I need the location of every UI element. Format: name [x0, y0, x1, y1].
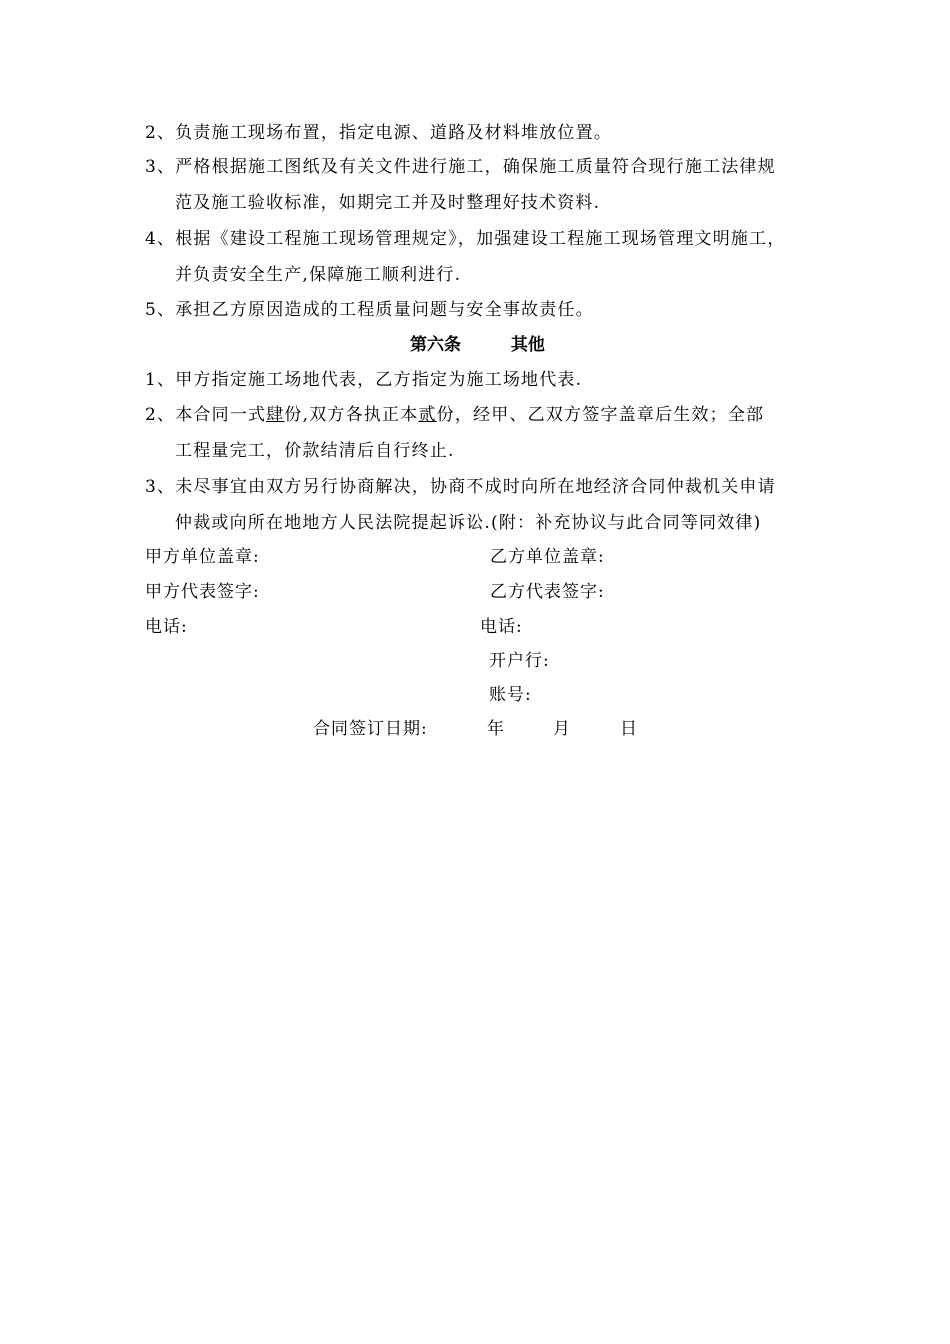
party-b-rep-label: 乙方代表签字:	[490, 582, 605, 602]
clause-5-item-3-line-1: 3、严格根据施工图纸及有关文件进行施工，确保施工质量符合现行施工法律规	[145, 157, 776, 177]
article-6-item-2-line-1	[145, 404, 764, 426]
signing-date-day: 日	[620, 719, 637, 739]
clause-5-item-4-line-2: 并负责安全生产,保障施工顺利进行.	[175, 265, 462, 285]
article-6-item-3-line-1: 3、未尽事宜由双方另行协商解决，协商不成时向所在地经济合同仲裁机关申请	[145, 477, 776, 497]
article-6-item-2-mid: 份,双方各执正本	[284, 405, 419, 425]
article-6-item-1: 1、甲方指定施工场地代表，乙方指定为施工场地代表.	[145, 370, 583, 390]
article-6-number: 第六条	[410, 335, 461, 355]
party-a-seal-label: 甲方单位盖章:	[145, 547, 260, 567]
article-6-item-3-line-2: 仲裁或向所在地地方人民法院提起诉讼.(附：补充协议与此合同等同效律)	[175, 513, 762, 533]
signing-date-year: 年	[487, 719, 504, 739]
clause-5-item-4-line-1: 4、根据《建设工程施工现场管理规定》，加强建设工程施工现场管理文明施工，	[145, 229, 786, 249]
clause-5-item-3-line-2: 范及施工验收标准，如期完工并及时整理好技术资料.	[175, 193, 601, 213]
article-6-item-2-line-2: 工程量完工，价款结清后自行终止.	[175, 441, 455, 461]
party-b-phone-label: 电话:	[480, 617, 523, 637]
article-6-heading	[410, 334, 545, 356]
article-6-title: 其他	[510, 335, 545, 355]
party-b-bank-label: 开户行:	[489, 651, 550, 671]
signing-date-month: 月	[553, 719, 570, 739]
party-b-account-label: 账号:	[489, 685, 532, 705]
clause-5-item-2: 2、负责施工现场布置，指定电源、道路及材料堆放位置。	[145, 123, 613, 143]
article-6-item-2-prefix: 2、本合同一式	[145, 405, 267, 425]
copies-each: 贰	[418, 405, 437, 425]
party-a-rep-label: 甲方代表签字:	[145, 582, 260, 602]
party-b-seal-label: 乙方单位盖章:	[490, 547, 605, 567]
clause-5-item-5: 5、承担乙方原因造成的工程质量问题与安全事故责任。	[145, 300, 594, 320]
copies-total: 肆	[266, 405, 285, 425]
signing-date-label: 合同签订日期:	[313, 719, 428, 739]
party-a-phone-label: 电话:	[145, 617, 188, 637]
article-6-item-2-suffix: 份，经甲、乙双方签字盖章后生效；全部	[436, 405, 765, 425]
